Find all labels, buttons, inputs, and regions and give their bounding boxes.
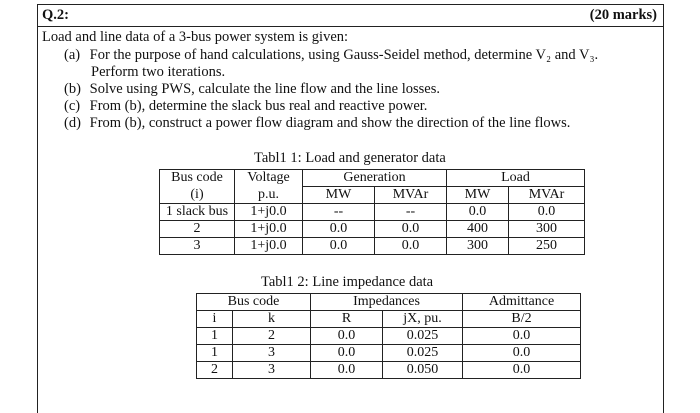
table-header-row (160, 170, 585, 187)
table-cell: 0.0 (311, 345, 383, 362)
table-cell: 0.0 (463, 328, 581, 345)
table-cell: 0.025 (383, 345, 463, 362)
header-cell: MVAr (375, 187, 447, 204)
part-d (64, 115, 570, 132)
question-intro: Load and line data of a 3-bus power system is given: (42, 29, 349, 45)
part-c (64, 98, 427, 115)
table-cell: 300 (447, 238, 509, 255)
table-row (197, 362, 581, 379)
header-cell: jX, pu. (383, 311, 463, 328)
table-cell: 0.0 (447, 204, 509, 221)
table-cell: 300 (509, 221, 585, 238)
table2-caption: Tabl1 2: Line impedance data (261, 274, 434, 290)
part-label: (b) (64, 81, 81, 97)
question-marks: (20 marks) (589, 7, 657, 23)
question-header (38, 5, 663, 27)
table-cell: 0.0 (375, 238, 447, 255)
header-cell: Admittance (463, 294, 581, 311)
table-cell: 2 (233, 328, 311, 345)
header-cell: Bus code (197, 294, 311, 311)
header-cell: Load (447, 170, 585, 187)
table-row (160, 204, 585, 221)
table-header-row (197, 294, 581, 311)
header-cell: (i) (160, 187, 235, 204)
part-label: (d) (64, 115, 81, 131)
table-cell: 1 slack bus (160, 204, 235, 221)
table-cell: -- (375, 204, 447, 221)
table-cell: 3 (160, 238, 235, 255)
part-text: Solve using PWS, calculate the line flow and the line losses. (89, 81, 440, 97)
table-cell: 0.0 (463, 345, 581, 362)
part-b (64, 81, 440, 98)
header-cell: Generation (303, 170, 447, 187)
header-cell: B/2 (463, 311, 581, 328)
table-cell: 0.0 (303, 221, 375, 238)
table-cell: 0.0 (375, 221, 447, 238)
table-cell: 1 (197, 328, 233, 345)
header-cell: Voltage (235, 170, 303, 187)
part-a (64, 47, 598, 64)
header-cell: i (197, 311, 233, 328)
question-frame (37, 4, 664, 413)
table-cell: 400 (447, 221, 509, 238)
header-cell: k (233, 311, 311, 328)
table-cell: 250 (509, 238, 585, 255)
table-cell: 0.025 (383, 328, 463, 345)
table-cell: 0.0 (311, 362, 383, 379)
table-cell: 0.0 (509, 204, 585, 221)
line-impedance-table (196, 293, 581, 379)
table-subheader-row (197, 311, 581, 328)
question-number: Q.2: (42, 7, 69, 23)
table-cell: 1 (197, 345, 233, 362)
table-cell: 0.050 (383, 362, 463, 379)
table-cell: 0.0 (303, 238, 375, 255)
table-row (160, 221, 585, 238)
table-cell: -- (303, 204, 375, 221)
part-text: From (b), determine the slack bus real and reactive power. (89, 98, 428, 114)
part-text: For the purpose of hand calculations, using Gauss-Seidel method, determine V₂ and V₃. (89, 47, 599, 63)
table-cell: 3 (233, 345, 311, 362)
table1-caption: Tabl1 1: Load and generator data (254, 150, 446, 166)
part-label: (c) (64, 98, 81, 114)
header-cell: Bus code (160, 170, 235, 187)
part-text: From (b), construct a power flow diagram and show the direction of the line flows. (89, 115, 571, 131)
table-subheader-row (160, 187, 585, 204)
part-a-continuation: Perform two iterations. (91, 64, 226, 80)
table-cell: 3 (233, 362, 311, 379)
table-cell: 2 (160, 221, 235, 238)
table-cell: 1+j0.0 (235, 238, 303, 255)
header-cell: MW (447, 187, 509, 204)
table-cell: 0.0 (311, 328, 383, 345)
table-row (197, 345, 581, 362)
table-cell: 1+j0.0 (235, 221, 303, 238)
load-generator-table (159, 169, 585, 255)
table-cell: 0.0 (463, 362, 581, 379)
header-cell: Impedances (311, 294, 463, 311)
table-cell: 1+j0.0 (235, 204, 303, 221)
table-cell: 2 (197, 362, 233, 379)
header-cell: R (311, 311, 383, 328)
header-cell: p.u. (235, 187, 303, 204)
part-label: (a) (64, 47, 81, 63)
header-cell: MW (303, 187, 375, 204)
header-cell: MVAr (509, 187, 585, 204)
table-row (160, 238, 585, 255)
table-row (197, 328, 581, 345)
